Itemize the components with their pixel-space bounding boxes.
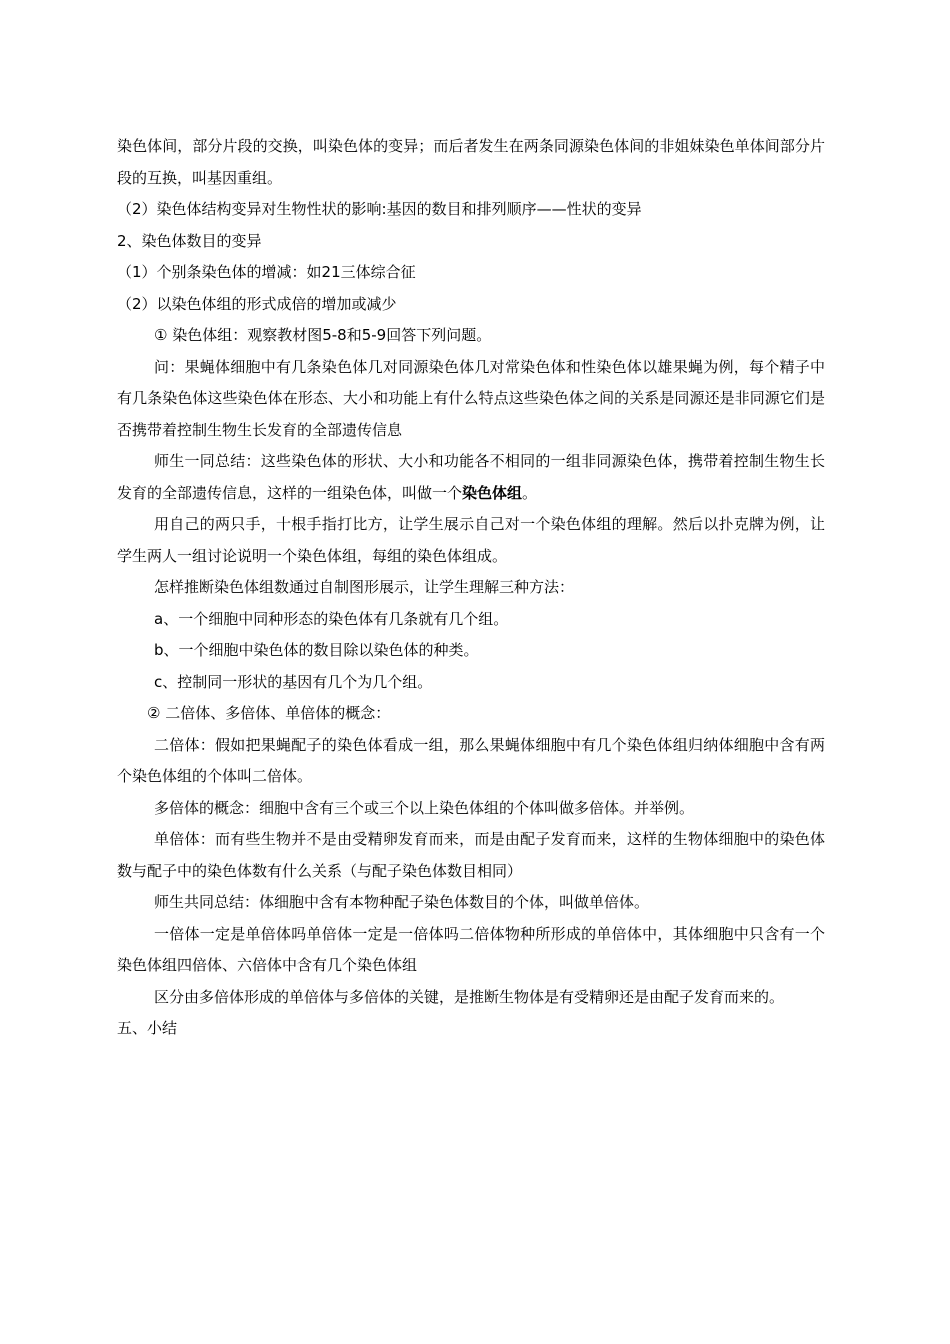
subheading-ploidy-concepts: ② 二倍体、多倍体、单倍体的概念： (147, 704, 391, 722)
paragraph-chromosome-variation-vs-recombination: 染色体间，部分片段的交换，叫染色体的变异；而后者发生在两条同源染色体间的非姐妹染色单体间部分片段的互换，叫基因重组。 (117, 137, 825, 187)
heading-chromosome-number-variation: 2、染色体数目的变异 (117, 231, 262, 250)
paragraph-individual-chromosome-change: （1）个别条染色体的增减：如21三体综合征 (117, 263, 416, 281)
heading-summary: 五、小结 (117, 1019, 178, 1037)
paragraph-summary-chromosome-set (117, 446, 825, 509)
paragraph-question-fruit-fly: 问：果蝇体细胞中有几条染色体几对同源染色体几对常染色体和性染色体以雄果蝇为例，每个精子中有几条染色体这些染色体在形态、大小和功能上有什么特点这些染色体之间的关系是同源还是非同源它们是否携带着控制生物生长发育的全部遗传信息 (117, 357, 825, 439)
paragraph-haploid-summary: 师生共同总结：体细胞中含有本物种配子染色体数目的个体，叫做单倍体。 (154, 893, 650, 911)
paragraph-infer-set-count: 怎样推断染色体组数通过自制图形展示，让学生理解三种方法： (154, 578, 575, 596)
list-item-method-a: a、一个细胞中同种形态的染色体有几条就有几个组。 (154, 609, 509, 628)
paragraph-hand-analogy: 用自己的两只手，十根手指打比方，让学生展示自己对一个染色体组的理解。然后以扑克牌为例，让学生两人一组讨论说明一个染色体组，每组的染色体组成。 (117, 515, 825, 565)
term-chromosome-set: 染色体组 (462, 483, 523, 502)
subheading-chromosome-set: ① 染色体组：观察教材图5-8和5-9回答下列问题。 (154, 326, 492, 344)
paragraph-distinguish-haploid: 区分由多倍体形成的单倍体与多倍体的关键，是推断生物体是有受精卵还是由配子发育而来的。 (154, 987, 785, 1006)
paragraph-diploid: 二倍体：假如把果蝇配子的染色体看成一组，那么果蝇体细胞中有几个染色体组归纳体细胞中含有两个染色体组的个体叫二倍体。 (117, 735, 825, 785)
summary-period: 。 (522, 483, 538, 502)
paragraph-chromosome-set-change: （2）以染色体组的形式成倍的增加或减少 (117, 294, 397, 313)
summary-text: 师生一同总结：这些染色体的形状、大小和功能各不相同的一组非同源染色体，携带着控制生物生长发育的全部遗传信息，这样的一组染色体，叫做一个 (117, 452, 825, 502)
paragraph-monoploid-question: 一倍体一定是单倍体吗单倍体一定是一倍体吗二倍体物种所形成的单倍体中，其体细胞中只含有一个染色体组四倍体、六倍体中含有几个染色体组 (117, 924, 825, 974)
document-body (117, 131, 825, 1045)
paragraph-structure-variation-effect: （2）染色体结构变异对生物性状的影响:基因的数目和排列顺序——性状的变异 (117, 200, 642, 218)
list-item-method-b: b、一个细胞中染色体的数目除以染色体的种类。 (154, 641, 479, 659)
paragraph-polyploid: 多倍体的概念：细胞中含有三个或三个以上染色体组的个体叫做多倍体。并举例。 (154, 798, 695, 817)
list-item-method-c: c、控制同一形状的基因有几个为几个组。 (154, 672, 433, 691)
paragraph-haploid: 单倍体：而有些生物并不是由受精卵发育而来，而是由配子发育而来，这样的生物体细胞中的染色体数与配子中的染色体数有什么关系（与配子染色体数目相同） (117, 830, 825, 880)
